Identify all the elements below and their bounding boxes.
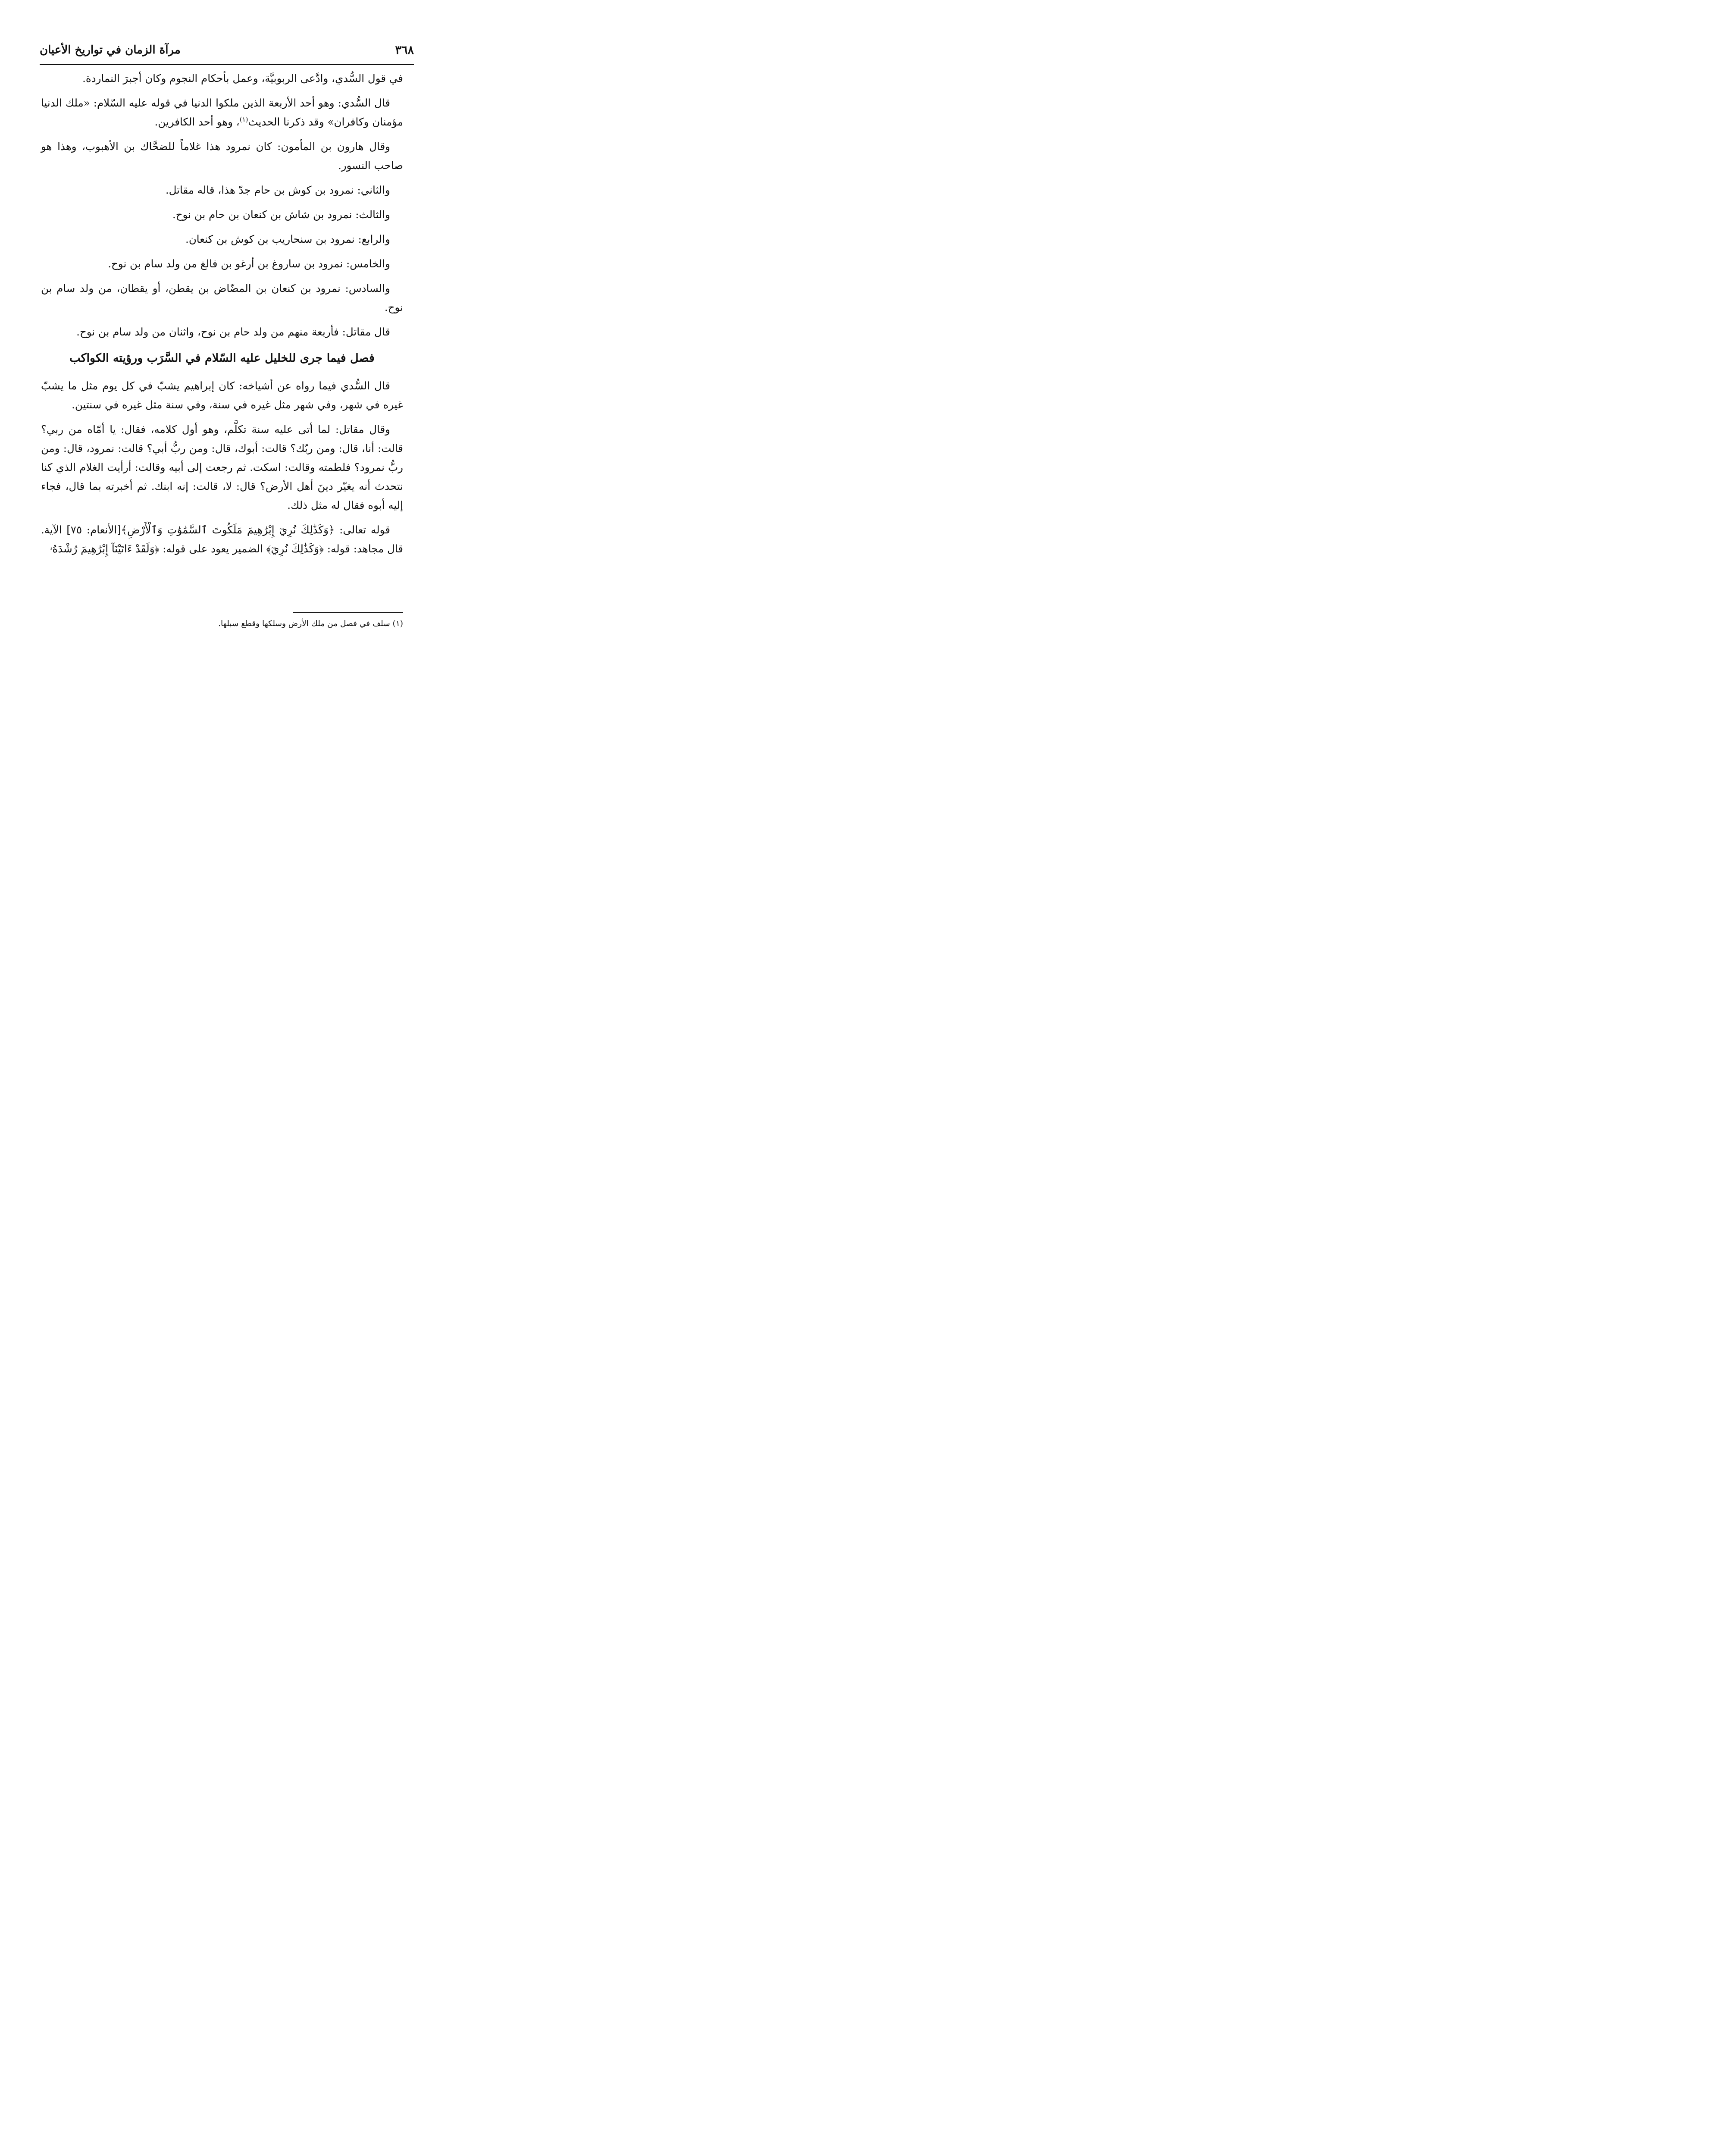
paragraph-text: ، وهو أحد الكافرين. bbox=[154, 116, 240, 128]
paragraph bbox=[41, 94, 403, 132]
running-header bbox=[40, 38, 414, 62]
footnote-marker[interactable]: (١) bbox=[239, 115, 248, 123]
paragraph: قال مقاتل: فأربعة منهم من ولد حام بن نوح، واثنان من ولد سام بن نوح. bbox=[76, 326, 390, 338]
footnote: (١) سلف في فصل من ملك الأرض وسلكها وقطع سبلها. bbox=[218, 619, 403, 628]
paragraph: في قول السُّدي، وادَّعى الربوبيَّة، وعمل بأحكام النجوم وكان أجبرَ النماردة. bbox=[82, 72, 403, 85]
footnote-rule bbox=[293, 612, 403, 613]
paragraph: وقال هارون بن المأمون: كان نمرود هذا غلاماً للضحَّاك بن الأهبوب، وهذا هو صاحب النسور. bbox=[41, 140, 403, 172]
section-heading: فصل فيما جرى للخليل عليه السّلام في السَّرَب ورؤيته الكواكب bbox=[69, 351, 375, 365]
book-title: مرآة الزمان في تواريخ الأعيان bbox=[40, 44, 181, 56]
header-rule bbox=[40, 64, 414, 65]
paragraph: وقال مقاتل: لما أتى عليه سنة تكلَّم، وهو أول كلامه، فقال: يا أمّاه من ربي؟ قالت: أنا، قال: ومن ربّك؟ قالت: أبوك، قال: ومن ربُّ أبي؟ قالت: نمرود، قال: ومن ربُّ نمرود؟ فلطمته وقالت: اسكت. ثم رجعت إلى أبيه وقالت: أرأيت الغلام الذي كنا نتحدث أنه يغيّر دينَ أهل الأرض؟ قال: لا، قالت: إنه ابنك. ثم أخبرته بما قال، فجاء إليه أبوه فقال له مثل ذلك. bbox=[41, 423, 403, 511]
paragraph: والرابع: نمرود بن سنحاريب بن كوش بن كنعان. bbox=[185, 233, 390, 245]
document-page bbox=[0, 0, 455, 673]
paragraph: قوله تعالى: ﴿وَكَذَٰلِكَ نُرِيٓ إِبْرَٰهِيمَ مَلَكُوتَ ٱلسَّمَٰوَٰتِ وَٱلْأَرْضِ﴾[الأنعام: ٧٥] الآية. قال مجاهد: قوله: ﴿وَكَذَٰلِكَ نُرِيٓ﴾ الضمير يعود على قوله: ﴿وَلَقَدْ ءَاتَيْنَآ إِبْرَٰهِيمَ رُشْدَهُۥ bbox=[41, 523, 403, 555]
paragraph-text: قال السُّدي: وهو أحد الأربعة الذين ملكوا الدنيا في قوله عليه السّلام: «ملك الدنيا مؤمنان وكافران» وقد ذكرنا الحديث bbox=[41, 97, 403, 128]
paragraph: والسادس: نمرود بن كنعان بن المضّاض بن يقطن، أو يقطان، من ولد سام بن نوح. bbox=[41, 282, 403, 313]
page-number: ٣٦٨ bbox=[395, 43, 414, 57]
main-text bbox=[41, 69, 403, 564]
paragraph: والخامس: نمرود بن ساروغ بن أرغو بن فالغ من ولد سام بن نوح. bbox=[108, 257, 390, 270]
paragraph: قال السُّدي فيما رواه عن أشياخه: كان إبراهيم يشبّ في كل يوم مثل ما يشبّ غيره في شهر، وفي شهر مثل غيره في سنة، وفي سنة مثل غيره في سنتين. bbox=[41, 379, 403, 411]
paragraph: والثالث: نمرود بن شاش بن كنعان بن حام بن نوح. bbox=[172, 208, 390, 221]
paragraph: والثاني: نمرود بن كوش بن حام جدّ هذا، قاله مقاتل. bbox=[165, 184, 390, 196]
